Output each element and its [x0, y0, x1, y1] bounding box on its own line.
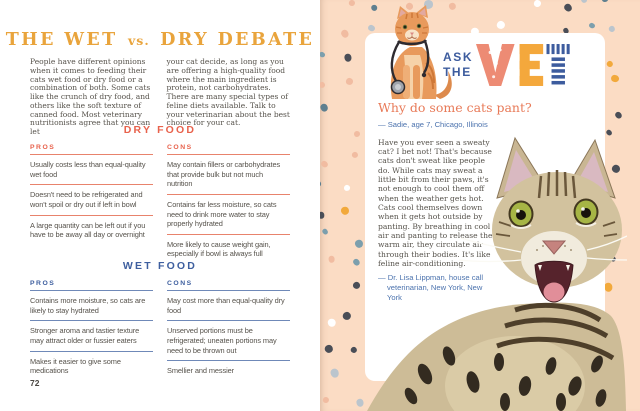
dry-food-section — [30, 124, 290, 264]
dry-pros-column — [30, 144, 153, 264]
right-page — [320, 0, 640, 411]
vet-wordmark — [476, 39, 570, 91]
wet-pros-item: Stronger aroma and tastier texture may attract older or fussier eaters — [30, 320, 153, 350]
vet-letter-v — [476, 44, 515, 86]
cat-eye-left — [510, 202, 533, 229]
ask-the-vet-logo — [443, 39, 570, 91]
vet-answer: Have you ever seen a sweaty cat? I bet not! That's because cats don't sweat like people do. While cats may sweat a little bit from their paws, it's not enough to cool them off when the weather gets hot. Cats cool themselves down when it gets hot outside by panting. By breathing in cool air and panting to release the warm air, they circulate air through their bodies. It's like feline air-conditioning. — [378, 137, 493, 269]
page-title — [0, 30, 320, 50]
dry-cons-item: More likely to cause weight gain, especially if bowl is always full — [167, 234, 290, 264]
page-number: 72 — [30, 378, 40, 388]
vet-letter-t — [547, 44, 570, 84]
cat-eye-right — [575, 200, 598, 227]
dry-pros-item: Doesn't need to be refrigerated and won't spoil or dry out if left in bowl — [30, 184, 153, 214]
wet-cons-item: May cost more than equal-quality dry food — [167, 296, 285, 315]
wet-cons-item: Smellier and messier — [167, 360, 290, 381]
wet-cons-item: Unserved portions must be refrigerated; uneaten portions may need to be thrown out — [167, 320, 290, 360]
wet-pros-column — [30, 280, 153, 381]
savannah-cat-photo — [365, 134, 627, 411]
wet-pros-label: PROS — [30, 280, 153, 291]
cat-open-mouth — [535, 261, 573, 302]
question-asker: — Sadie, age 7, Chicago, Illinois — [378, 119, 488, 129]
cat-tongue — [544, 283, 565, 302]
vet-letter-e — [520, 44, 544, 86]
wet-food-section — [30, 260, 290, 381]
dry-food-heading: DRY FOOD — [123, 124, 197, 136]
wet-cons-column — [167, 280, 290, 381]
ask-the-label: ASK THE — [443, 50, 474, 79]
reader-question: Why do some cats pant? — [378, 100, 532, 115]
vet-attribution: — Dr. Lisa Lippman, house call veterinarian, New York, New York — [378, 273, 484, 303]
vet-cat-photo — [370, 5, 460, 101]
cat-tail — [434, 71, 452, 99]
title-part-1: THE WET — [5, 30, 118, 50]
dry-pros-label: PROS — [30, 144, 153, 155]
dry-pros-item: Usually costs less than equal-quality wet food — [30, 160, 146, 179]
title-vs: vs. — [128, 33, 150, 48]
wet-food-heading: WET FOOD — [122, 260, 198, 272]
dry-cons-column — [167, 144, 290, 264]
wet-cons-label: CONS — [167, 280, 290, 291]
title-part-2: DRY DEBATE — [160, 30, 315, 50]
dry-cons-label: CONS — [167, 144, 290, 155]
intro-column-1: People have different opinions when it comes to feeding their cats wet food or dry food or a combination of both. Some cats like the crunch of dry food, and others like the soft texture of canned food. Most veterinary nutritionists agree that you can let — [30, 57, 151, 137]
wet-pros-item: Contains more moisture, so cats are likely to stay hydrated — [30, 296, 146, 315]
dry-cons-item: May contain fillers or carbohydrates that provide bulk but not much nutrition — [167, 160, 281, 189]
intro-column-2: your cat decide, as long as you are offering a high-quality food where the main ingredient is protein, not carbohydrates. There are many special types of feline diets available. Talk to your veterinarian about the best choice for your cat. — [166, 57, 290, 128]
dry-cons-item: Contains far less moisture, so cats need to drink more water to stay properly hydrated — [167, 194, 290, 234]
wet-pros-item: Makes it easier to give some medications — [30, 351, 153, 381]
dry-pros-item: A large quantity can be left out if you have to be away all day or overnight — [30, 215, 153, 245]
